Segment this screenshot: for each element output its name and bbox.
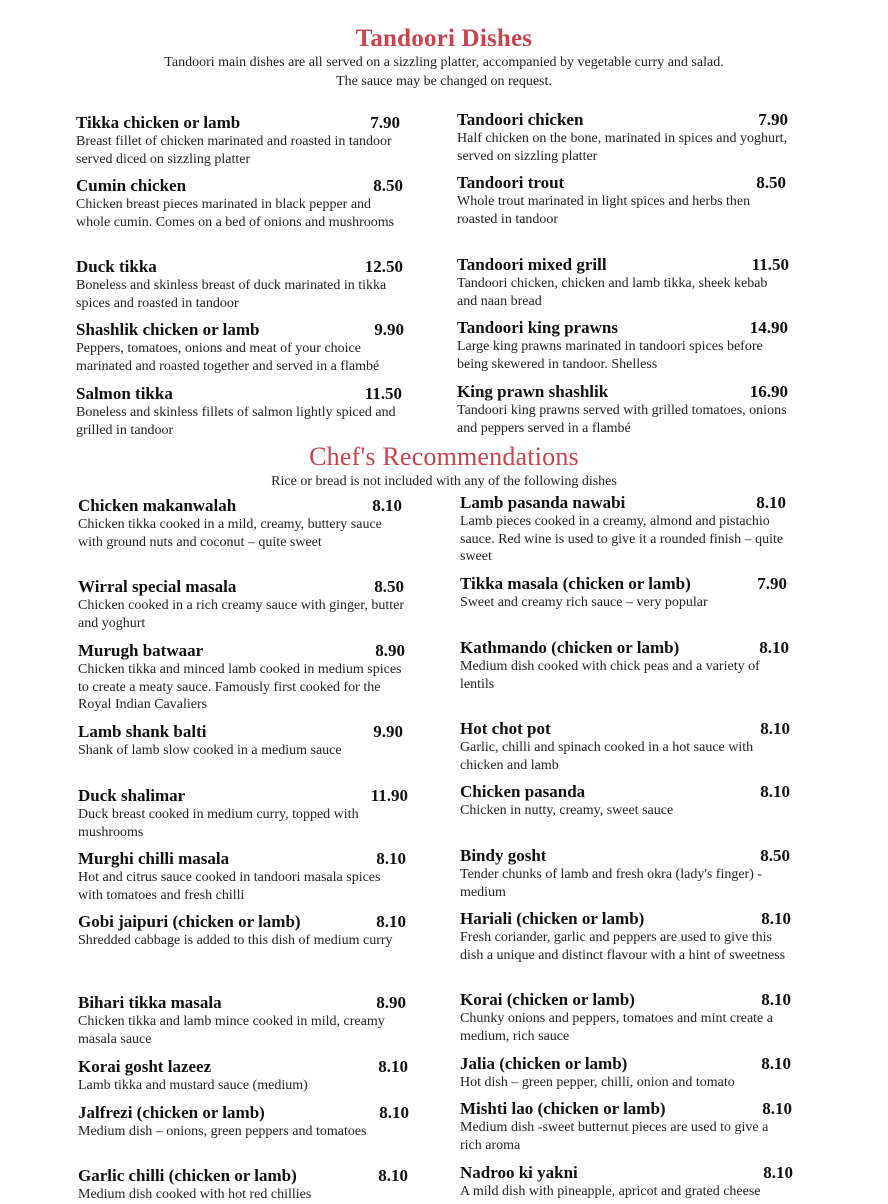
tandoori-title: Tandoori Dishes [355,25,533,52]
item-description: Sweet and creamy rich sauce – very popular [460,595,708,610]
menu-item [78,722,403,760]
item-name: Tandoori trout [457,173,565,192]
item-name: Jalia (chicken or lamb) [460,1054,628,1073]
item-name: King prawn shashlik [457,382,609,401]
menu-item [78,993,406,1048]
item-description: Boneless and skinless breast of duck marinated in tikka spices and roasted in tandoor [76,278,387,311]
menu-item [460,574,787,612]
menu-item [460,719,790,774]
menu-item [457,110,788,165]
tandoori-note-line2: The sauce may be changed on request. [336,74,552,89]
menu-item [78,577,404,632]
item-name: Duck tikka [76,257,157,276]
item-price: 8.10 [372,496,402,515]
item-name: Tandoori king prawns [457,318,618,337]
menu-item [76,257,403,312]
item-description: Whole trout marinated in light spices and herbs then roasted in tandoor [457,194,751,227]
item-name: Lamb shank balti [78,722,207,741]
item-description: Lamb tikka and mustard sauce (medium) [78,1078,308,1093]
item-price: 8.10 [376,849,406,868]
item-description: Tandoori king prawns served with grilled tomatoes, onions and peppers served in a flambé [457,403,787,436]
item-price: 8.90 [375,641,405,660]
item-name: Gobi jaipuri (chicken or lamb) [78,912,301,931]
item-price: 7.90 [758,110,788,129]
item-price: 8.10 [756,493,786,512]
item-price: 8.50 [756,173,786,192]
item-price: 9.90 [374,320,404,339]
menu-item [460,990,791,1045]
menu-item [460,493,786,566]
menu-item [457,318,788,373]
item-price: 8.10 [376,912,406,931]
menu-item [460,846,790,901]
menu-item [78,849,406,904]
item-name: Nadroo ki yakni [460,1163,578,1182]
item-price: 8.50 [760,846,790,865]
item-description: Peppers, tomatoes, onions and meat of your choice marinated and roasted together and served in a flambé [76,341,380,374]
item-price: 11.50 [751,255,789,274]
item-name: Bindy gosht [460,846,547,865]
menu-item [457,382,788,437]
item-description: Garlic, chilli and spinach cooked in a hot sauce with chicken and lamb [460,740,754,773]
item-description: Chicken tikka and lamb mince cooked in mild, creamy masala sauce [78,1014,385,1047]
menu-item [76,113,400,168]
item-price: 8.10 [763,1163,793,1182]
item-price: 11.50 [364,384,402,403]
menu-item [460,909,791,964]
menu-item [460,1099,792,1154]
chefs-note: Rice or bread is not included with any of the following dishes [271,474,617,489]
item-price: 16.90 [749,382,788,401]
item-name: Hariali (chicken or lamb) [460,909,645,928]
item-price: 8.10 [760,782,790,801]
item-name: Garlic chilli (chicken or lamb) [78,1166,297,1185]
item-price: 8.50 [374,577,404,596]
item-price: 8.10 [760,719,790,738]
item-description: Chicken in nutty, creamy, sweet sauce [460,803,674,818]
item-price: 12.50 [364,257,403,276]
item-price: 8.50 [373,176,403,195]
item-name: Jalfrezi (chicken or lamb) [78,1103,265,1122]
item-name: Mishti lao (chicken or lamb) [460,1099,666,1118]
item-name: Korai (chicken or lamb) [460,990,635,1009]
item-description: Medium dish -sweet butternut pieces are used to give a rich aroma [460,1120,769,1153]
item-price: 8.10 [379,1103,409,1122]
menu-item [460,782,790,820]
menu-item [78,786,408,841]
item-name: Murghi chilli masala [78,849,230,868]
item-price: 8.10 [761,909,791,928]
item-price: 8.90 [376,993,406,1012]
menu-item [78,1166,408,1204]
menu-item [76,176,403,231]
menu-item [78,912,406,950]
item-price: 8.10 [762,1099,792,1118]
item-name: Kathmando (chicken or lamb) [460,638,680,657]
item-description: Medium dish cooked with chick peas and a variety of lentils [460,659,760,692]
item-description: Chunky onions and peppers, tomatoes and mint create a medium, rich sauce [460,1011,773,1044]
menu-item [78,641,405,714]
item-name: Tikka masala (chicken or lamb) [460,574,691,593]
item-price: 9.90 [373,722,403,741]
menu-item [460,1054,791,1092]
item-description: Medium dish cooked with hot red chillies [78,1187,312,1202]
item-name: Chicken makanwalah [78,496,237,515]
item-price: 8.10 [759,638,789,657]
item-description: Boneless and skinless fillets of salmon lightly spiced and grilled in tandoor [76,405,396,438]
item-price: 8.10 [378,1057,408,1076]
menu-item [460,1163,793,1201]
item-description: Tender chunks of lamb and fresh okra (lady's finger) - medium [460,867,763,900]
item-price: 14.90 [749,318,788,337]
menu-item [76,320,404,375]
item-name: Chicken pasanda [460,782,586,801]
menu-item [457,255,789,310]
item-description: Duck breast cooked in medium curry, topped with mushrooms [78,807,359,840]
item-price: 7.90 [370,113,400,132]
item-name: Shashlik chicken or lamb [76,320,260,339]
item-description: Breast fillet of chicken marinated and roasted in tandoor served diced on sizzling platter [76,134,392,167]
item-name: Hot chot pot [460,719,551,738]
item-description: Medium dish – onions, green peppers and tomatoes [78,1124,367,1139]
item-description: Shank of lamb slow cooked in a medium sauce [78,743,342,758]
item-price: 8.10 [761,1054,791,1073]
item-description: Fresh coriander, garlic and peppers are used to give this dish a unique and distinct flavour with a hint of sweetness [460,930,786,963]
item-description: Chicken tikka and minced lamb cooked in medium spices to create a meaty sauce. Famously first cooked for the Royal Indian Cavaliers [78,662,402,712]
item-description: Chicken breast pieces marinated in black pepper and whole cumin. Comes on a bed of onions and mushrooms [76,197,395,230]
item-name: Bihari tikka masala [78,993,222,1012]
item-description: Half chicken on the bone, marinated in spices and yoghurt, served on sizzling platter [457,131,788,164]
item-price: 7.90 [757,574,787,593]
item-price: 8.10 [761,990,791,1009]
item-name: Lamb pasanda nawabi [460,493,626,512]
menu-item [78,1103,409,1141]
item-name: Korai gosht lazeez [78,1057,212,1076]
menu-item [457,173,786,228]
tandoori-note-line1: Tandoori main dishes are all served on a sizzling platter, accompanied by vegetable curry and salad. [164,55,724,70]
menu-item [460,638,789,693]
chefs-title: Chef's Recommendations [309,442,579,471]
menu-item [78,1057,408,1095]
item-name: Tikka chicken or lamb [76,113,241,132]
item-price: 8.10 [378,1166,408,1185]
item-description: Hot dish – green pepper, chilli, onion and tomato [460,1075,735,1090]
item-price: 11.90 [370,786,408,805]
item-name: Tandoori chicken [457,110,584,129]
item-description: Lamb pieces cooked in a creamy, almond and pistachio sauce. Red wine is used to give it a rounded finish – quite sweet [460,514,784,564]
menu-item [76,384,402,439]
item-description: Chicken cooked in a rich creamy sauce with ginger, butter and yoghurt [78,598,404,631]
menu-item [78,496,402,551]
item-name: Duck shalimar [78,786,186,805]
item-description: Chicken tikka cooked in a mild, creamy, buttery sauce with ground nuts and coconut – quite sweet [78,517,382,550]
item-description: Tandoori chicken, chicken and lamb tikka, sheek kebab and naan bread [457,276,768,309]
tandoori-note [0,53,888,91]
item-name: Wirral special masala [78,577,237,596]
item-name: Tandoori mixed grill [457,255,607,274]
item-description: A mild dish with pineapple, apricot and grated cheese [460,1184,761,1199]
item-description: Shredded cabbage is added to this dish of medium curry [78,933,393,948]
item-name: Cumin chicken [76,176,187,195]
item-description: Hot and citrus sauce cooked in tandoori masala spices with tomatoes and fresh chilli [78,870,381,903]
item-name: Murugh batwaar [78,641,204,660]
item-name: Salmon tikka [76,384,173,403]
item-description: Large king prawns marinated in tandoori spices before being skewered in tandoor. Shelless [457,339,763,372]
